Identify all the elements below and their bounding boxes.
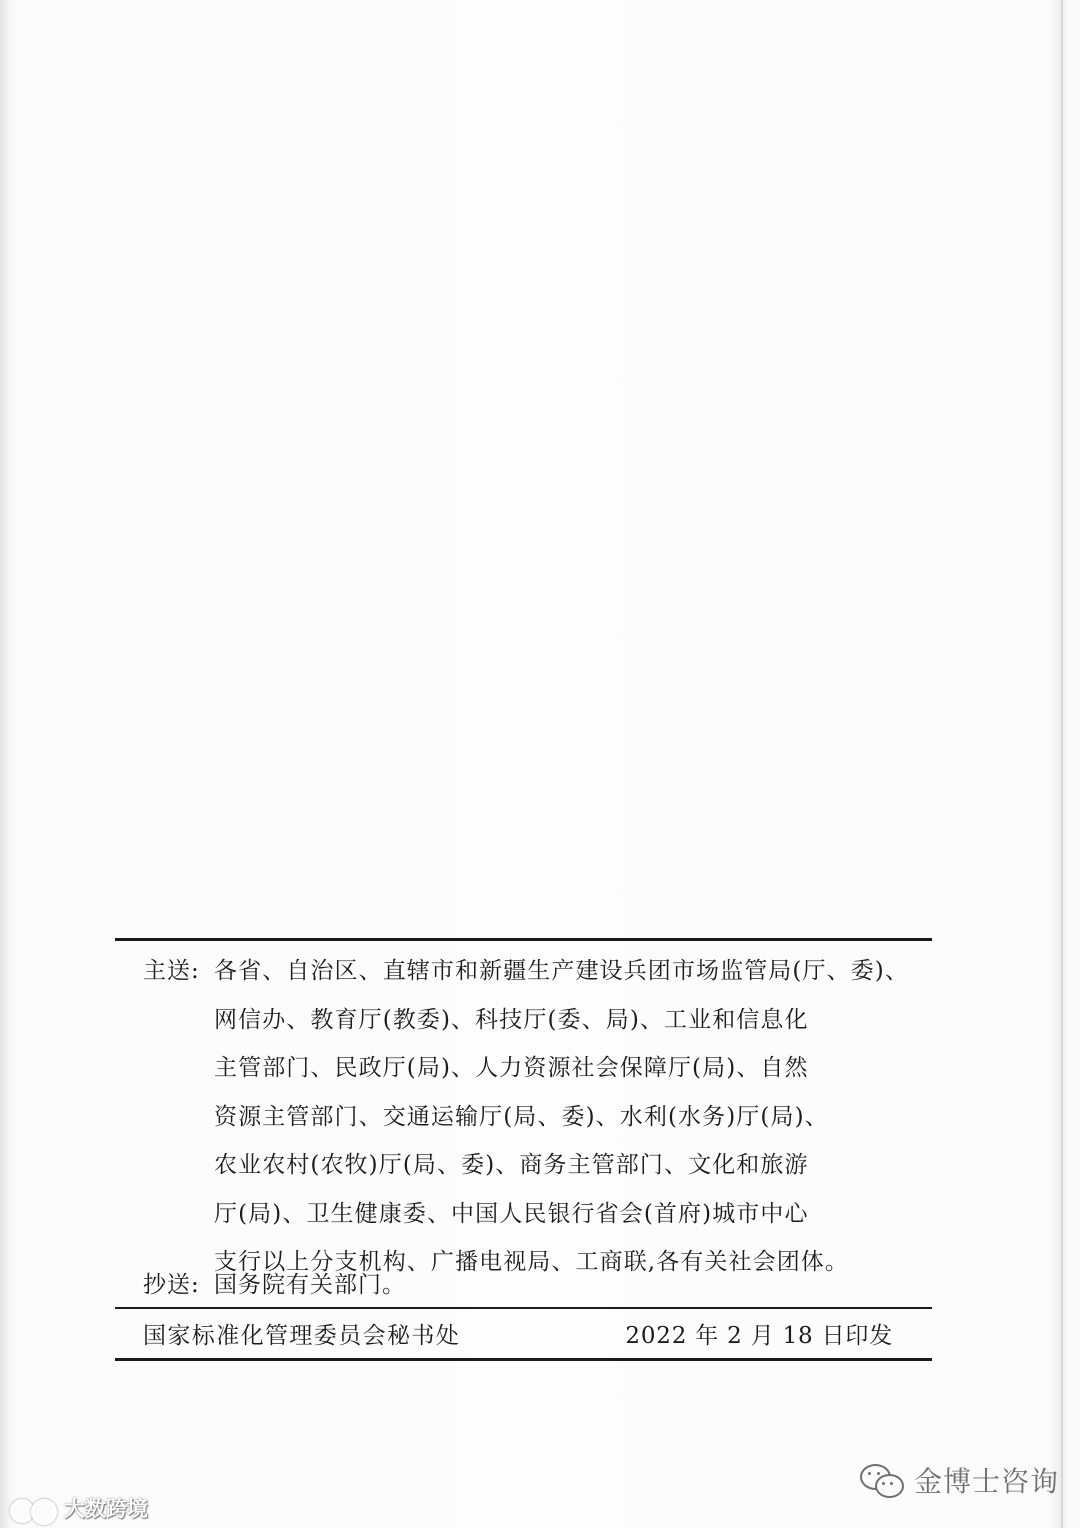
main-recipients-line: 厅(局)、卫生健康委、中国人民银行省会(首府)城市中心 xyxy=(214,1200,809,1227)
main-recipients-text xyxy=(214,955,909,1295)
main-recipients-line: 农业农村(农牧)厅(局、委)、商务主管部门、文化和旅游 xyxy=(214,1152,809,1178)
cc-recipients-label: 抄送: xyxy=(143,1272,200,1298)
logo-rings-icon xyxy=(8,1497,58,1519)
wechat-icon xyxy=(860,1462,906,1498)
scan-shadow xyxy=(0,0,10,1528)
bottom-rule xyxy=(115,1358,932,1361)
right-watermark xyxy=(860,1460,1059,1500)
main-recipients-line: 支行以上分支机构、广播电视局、工商联,各有关社会团体。 xyxy=(214,1249,850,1275)
page-edge xyxy=(1061,0,1063,1528)
top-rule xyxy=(115,938,932,941)
issue-date: 2022 年 2 月 18 日印发 xyxy=(625,1323,893,1349)
main-recipients-line: 资源主管部门、交通运输厅(局、委)、水利(水务)厅(局)、 xyxy=(214,1103,829,1130)
main-recipients-line: 网信办、教育厅(教委)、科技厅(委、局)、工业和信息化 xyxy=(214,1006,809,1033)
issuer-name: 国家标准化管理委员会秘书处 xyxy=(143,1323,461,1349)
main-recipients-label: 主送: xyxy=(143,958,200,984)
left-watermark-text: 大数跨境 xyxy=(64,1497,148,1521)
right-watermark-text: 金博士咨询 xyxy=(914,1465,1060,1498)
middle-rule xyxy=(115,1307,932,1309)
main-recipients-line: 各省、自治区、直辖市和新疆生产建设兵团市场监管局(厅、委)、 xyxy=(214,958,909,984)
main-recipients-line: 主管部门、民政厅(局)、人力资源社会保障厅(局)、自然 xyxy=(214,1055,809,1081)
cc-recipients-text: 国务院有关部门。 xyxy=(214,1272,406,1298)
left-watermark xyxy=(8,1493,148,1523)
